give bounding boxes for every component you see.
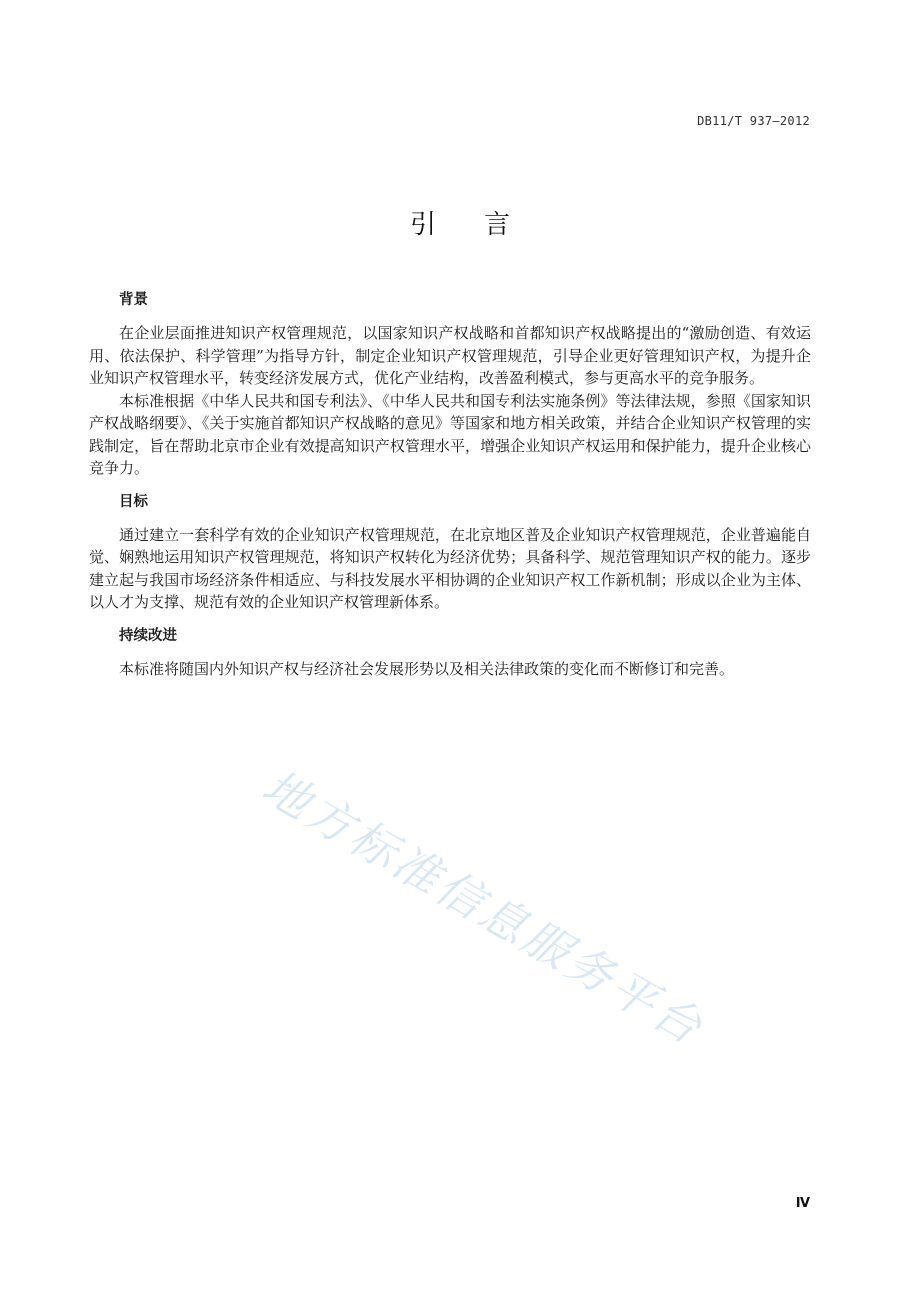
page-number: Ⅳ xyxy=(795,1196,810,1211)
document-code: DB11/T 937—2012 xyxy=(697,114,810,128)
section-heading: 背景 xyxy=(119,292,148,308)
watermark: 地方标准信息服务平台 xyxy=(253,759,714,1056)
paragraph: 本标准将随国内外知识产权与经济社会发展形势以及相关法律政策的变化而不断修订和完善。 xyxy=(119,659,735,678)
section-goals xyxy=(89,490,811,614)
paragraph: 通过建立一套科学有效的企业知识产权管理规范，在北京地区普及企业知识产权管理规范，企业普遍能自觉、娴熟地运用知识产权管理规范，将知识产权转化为经济优势；具备科学、规范管理知识产权的能力。逐步建立起与我国市场经济条件相适应、与科技发展水平相协调的企业知识产权工作新机制；形成以企业为主体、以人才为支撑、规范有效的企业知识产权管理新体系。 xyxy=(89,525,811,611)
document-body xyxy=(89,288,811,690)
section-continuous-improvement xyxy=(89,624,811,681)
section-background xyxy=(89,288,811,480)
section-heading: 目标 xyxy=(119,493,148,510)
paragraph: 在企业层面推进知识产权管理规范，以国家知识产权战略和首都知识产权战略提出的“激励创造、有效运用、依法保护、科学管理”为指导方针，制定企业知识产权管理规范，引导企业更好管理知识产权，为提升企业知识产权管理水平，转变经济发展方式，优化产业结构，改善盈利模式，参与更高水平的竞争服务。 xyxy=(89,324,811,387)
section-heading: 持续改进 xyxy=(119,627,177,644)
page-title: 引言 xyxy=(409,210,558,240)
paragraph: 本标准根据《中华人民共和国专利法》、《中华人民共和国专利法实施条例》等法律法规，参照《国家知识产权战略纲要》、《关于实施首都知识产权战略的意见》等国家和地方相关政策，并结合企业知识产权管理的实践制定，旨在帮助北京市企业有效提高知识产权管理水平，增强企业知识产权运用和保护能力，提升企业核心竞争力。 xyxy=(89,391,811,477)
